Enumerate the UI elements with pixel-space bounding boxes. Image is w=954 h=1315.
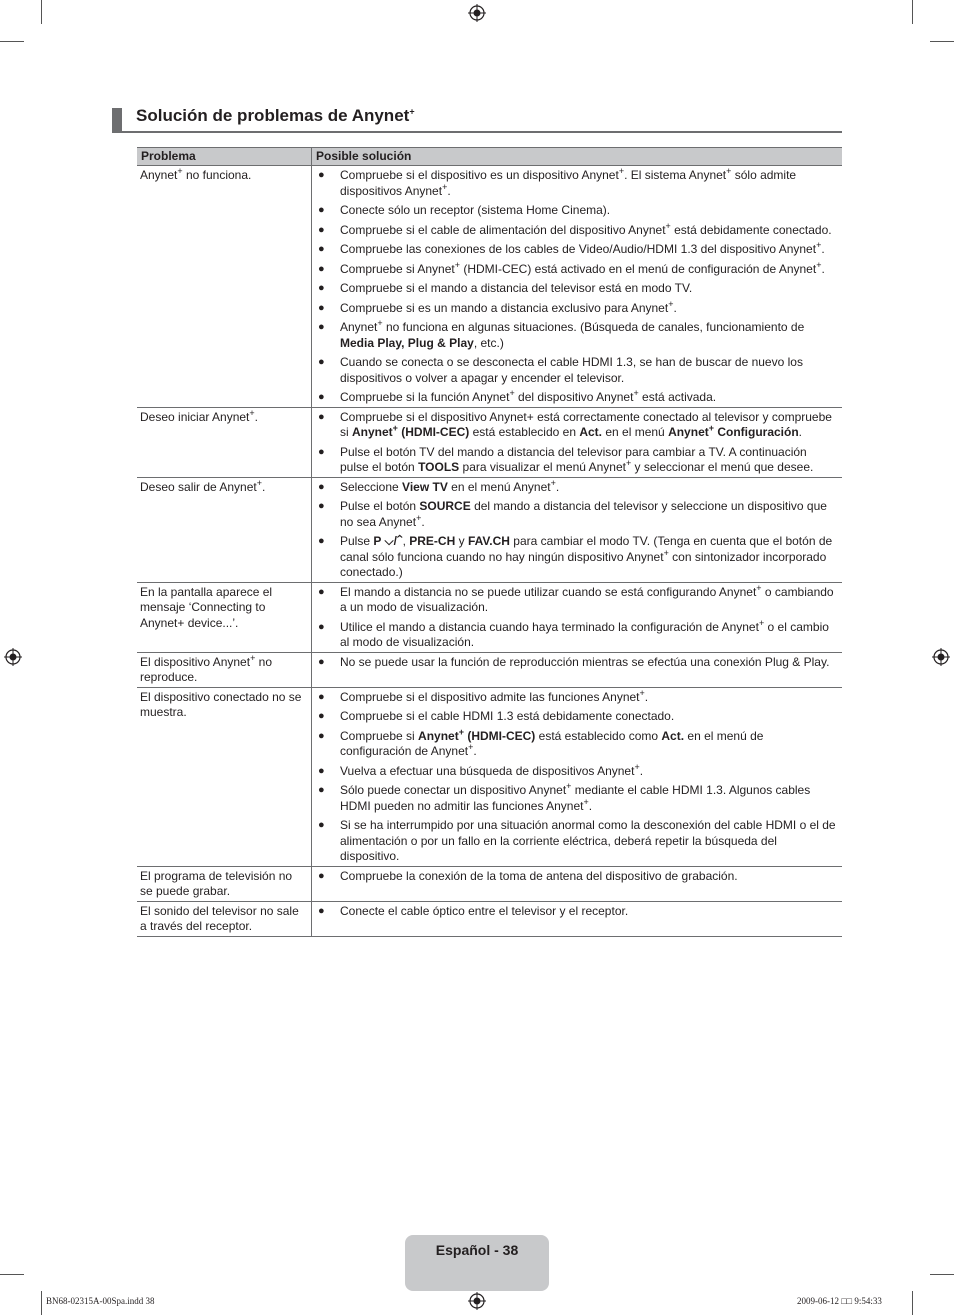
bullet-icon: ● <box>318 500 325 512</box>
bullet-icon: ● <box>318 655 325 668</box>
problem-cell: El sonido del televisor no sale a través del receptor. <box>137 901 312 936</box>
crop-mark <box>41 1291 42 1315</box>
bullet-icon: ● <box>318 282 325 294</box>
bullet-icon: ● <box>318 585 325 598</box>
bullet-icon: ● <box>318 262 325 275</box>
problem-cell: El dispositivo Anynet+ no reproduce. <box>137 652 312 687</box>
solution-item: ● Seleccione View TV en el menú Anynet+. <box>318 477 560 494</box>
column-header-solution: Posible solución <box>312 148 843 166</box>
table-row <box>137 901 842 936</box>
solution-item: ● Pulse el botón SOURCE del mando a distancia del televisor y seleccione un dispositivo que no sea Anynet+. <box>318 499 827 529</box>
column-header-problem: Problema <box>137 148 312 166</box>
solution-cell <box>312 901 843 936</box>
problem-cell: Deseo salir de Anynet+. <box>137 477 312 582</box>
solution-cell <box>312 687 843 866</box>
registration-mark-icon <box>468 1292 486 1310</box>
crop-mark <box>930 1274 954 1275</box>
bullet-icon: ● <box>318 620 325 633</box>
bullet-icon: ● <box>318 356 325 368</box>
table-row <box>137 407 842 477</box>
solution-cell <box>312 166 843 408</box>
table-row <box>137 687 842 866</box>
solution-item: ● Cuando se conecta o se desconecta el cable HDMI 1.3, se han de buscar de nuevo los dispositivos o volver a apagar y encender el televisor. <box>318 355 803 385</box>
problem-cell: El programa de televisión no se puede grabar. <box>137 866 312 901</box>
table-row <box>137 477 842 582</box>
crop-mark <box>912 0 913 24</box>
bullet-icon: ● <box>318 535 325 547</box>
bullet-icon: ● <box>318 301 325 314</box>
bullet-icon: ● <box>318 819 325 831</box>
solution-item: ● Vuelva a efectuar una búsqueda de dispositivos Anynet+. <box>318 761 644 778</box>
solution-item: ● Compruebe si es un mando a distancia exclusivo para Anynet+. <box>318 298 677 315</box>
bullet-icon: ● <box>318 169 325 181</box>
troubleshooting-table <box>137 147 842 937</box>
registration-mark-icon <box>932 648 950 666</box>
bullet-icon: ● <box>318 784 325 796</box>
page-title: Solución de problemas de Anynet+ <box>136 106 415 125</box>
solution-item: ● Compruebe si el dispositivo admite las funciones Anynet+. <box>318 687 649 704</box>
title-underline <box>112 131 842 133</box>
table-row <box>137 582 842 652</box>
bullet-icon: ● <box>318 321 325 333</box>
registration-mark-icon <box>4 648 22 666</box>
bullet-icon: ● <box>318 729 325 742</box>
solution-item: ● Si se ha interrumpido por una situación anormal como la desconexión del cable HDMI o el de alimentación o por un fallo en la corriente eléctrica, deberá repetir la búsqueda del dispositivo. <box>318 818 836 863</box>
crop-mark <box>41 0 42 24</box>
bullet-icon: ● <box>318 410 325 423</box>
bullet-icon: ● <box>318 764 325 777</box>
solution-item: ● El mando a distancia no se puede utilizar cuando se está configurando Anynet+ o cambiando a un modo de visualización. <box>318 582 834 614</box>
solution-item: ● Pulse el botón TV del mando a distancia del televisor para cambiar a TV. A continuación pulse el botón TOOLS para visualizar el menú Anynet+ y seleccionar el menú que desee. <box>318 444 814 474</box>
crop-mark <box>0 1274 24 1275</box>
solution-item: ● Compruebe si el dispositivo Anynet+ está correctamente conectado al televisor y compruebe si Anynet+ (HDMI-CEC) está establecido en Act. en el menú Anynet+ Configuración. <box>318 409 832 439</box>
registration-mark-icon <box>468 4 486 22</box>
bullet-icon: ● <box>318 243 325 255</box>
crop-mark <box>930 41 954 42</box>
solution-item: ● Anynet+ no funciona en algunas situaciones. (Búsqueda de canales, funcionamiento de Media Play, Plug & Play, etc.) <box>318 318 805 350</box>
solution-item: ● Compruebe si la función Anynet+ del dispositivo Anynet+ está activada. <box>318 388 717 404</box>
solution-item: ● Conecte el cable óptico entre el televisor y el receptor. <box>318 903 629 918</box>
problem-cell: Anynet+ no funciona. <box>137 166 312 408</box>
solution-item: ● Compruebe si Anynet+ (HDMI-CEC) está activado en el menú de configuración de Anynet+. <box>318 259 825 276</box>
solution-item: ● Compruebe si el mando a distancia del televisor está en modo TV. <box>318 281 693 295</box>
bullet-icon: ● <box>318 480 325 493</box>
problem-cell: En la pantalla aparece el mensaje ‘Connecting to Anynet+ device...’. <box>137 582 312 652</box>
solution-cell <box>312 407 843 477</box>
crop-mark <box>912 1291 913 1315</box>
solution-cell <box>312 582 843 652</box>
bullet-icon: ● <box>318 690 325 703</box>
problem-cell: Deseo iniciar Anynet+. <box>137 407 312 477</box>
table-row <box>137 166 842 408</box>
solution-item: ● Compruebe si Anynet+ (HDMI-CEC) está establecido como Act. en el menú de configuración de Anynet+. <box>318 726 764 758</box>
solution-item: ● Utilice el mando a distancia cuando haya terminado la configuración de Anynet+ o el cambio al modo de visualización. <box>318 617 829 649</box>
table-body <box>137 166 842 937</box>
solution-item: ● Compruebe las conexiones de los cables de Video/Audio/HDMI 1.3 del dispositivo Anynet+. <box>318 240 825 256</box>
solution-item: ● Pulse P ⌵/⌃, PRE-CH y FAV.CH para cambiar el modo TV. (Tenga en cuenta que el botón de canal sólo funciona cuando no hay ningún dispositivo Anynet+ con sintonizador incorporado conectado.) <box>318 534 833 579</box>
page-number: Español - 38 <box>435 1242 519 1258</box>
bullet-icon: ● <box>318 445 325 458</box>
solution-cell <box>312 866 843 901</box>
table-row <box>137 866 842 901</box>
bullet-icon: ● <box>318 710 325 722</box>
solution-item: ● Compruebe si el cable de alimentación del dispositivo Anynet+ está debidamente conectado. <box>318 220 832 237</box>
print-slug-date: 2009-06-12 □□ 9:54:33 <box>797 1296 882 1306</box>
solution-item: ● Compruebe si el dispositivo es un dispositivo Anynet+. El sistema Anynet+ sólo admite dispositivos Anynet+. <box>318 166 797 198</box>
print-slug-file: BN68-02315A-00Spa.indd 38 <box>46 1296 155 1306</box>
bullet-icon: ● <box>318 223 325 236</box>
bullet-icon: ● <box>318 869 325 882</box>
bullet-icon: ● <box>318 391 325 403</box>
crop-mark <box>0 41 24 42</box>
bullet-icon: ● <box>318 204 325 216</box>
problem-cell: El dispositivo conectado no se muestra. <box>137 687 312 866</box>
solution-cell <box>312 652 843 687</box>
solution-item: ● No se puede usar la función de reproducción mientras se efectúa una conexión Plug & Play. <box>318 654 830 669</box>
solution-item: ● Compruebe la conexión de la toma de antena del dispositivo de grabación. <box>318 868 738 883</box>
title-accent-bar <box>112 108 122 132</box>
bullet-icon: ● <box>318 904 325 917</box>
table-header-row <box>137 148 842 166</box>
solution-item: ● Conecte sólo un receptor (sistema Home Cinema). <box>318 203 611 217</box>
solution-item: ● Sólo puede conectar un dispositivo Anynet+ mediante el cable HDMI 1.3. Algunos cables HDMI pueden no admitir las funciones Anynet+. <box>318 781 811 813</box>
solution-cell <box>312 477 843 582</box>
solution-item: ● Compruebe si el cable HDMI 1.3 está debidamente conectado. <box>318 709 675 723</box>
table-row <box>137 652 842 687</box>
